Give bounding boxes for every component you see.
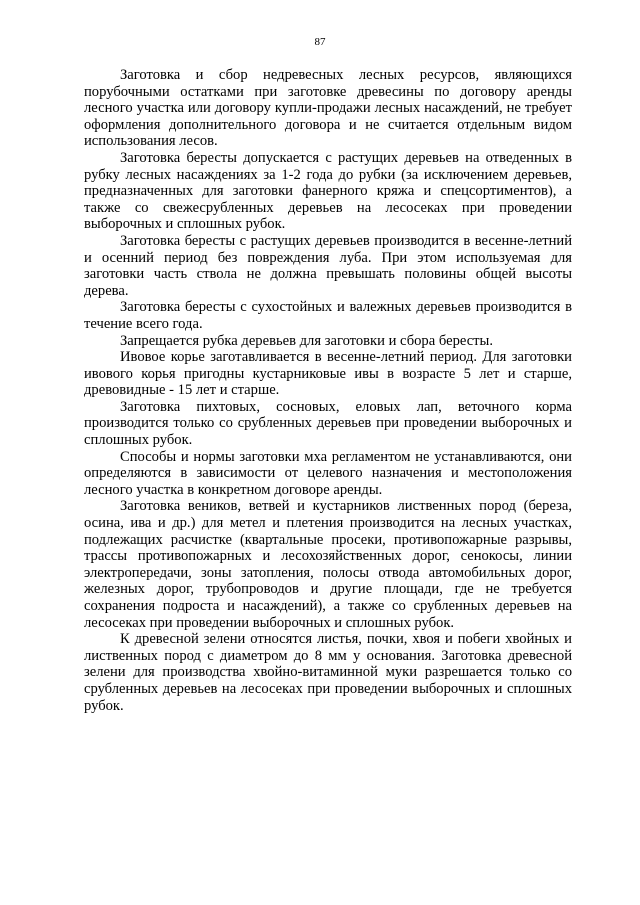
paragraph-10: К древесной зелени относятся листья, почки, хвоя и побеги хвойных и лиственных пород с диаметром до 8 мм у основания. Заготовка древесной зелени для производства хвойно-витаминной муки разрешается только со срубленных деревьев на лесосеках при проведении выборочных и сплошных рубок. [84,631,572,714]
paragraph-4: Заготовка бересты с сухостойных и валежных деревьев производится в течение всего года. [84,299,572,332]
page-number: 87 [314,36,326,48]
paragraph-9: Заготовка веников, ветвей и кустарников лиственных пород (береза, осина, ива и др.) для метел и плетения производится на лесных участках, подлежащих расчистке (квартальные просеки, противопожарные разрывы, трассы противопожарных и лесохозяйственных дорог, сенокосы, линии электропередачи, зоны затопления, полосы отвода автомобильных дорог, железных дорог, трубопроводов и другие площади, где не требуется сохранения подроста и насаждений), а также со срубленных деревьев на лесосеках при проведении выборочных и сплошных рубок. [84,498,572,631]
paragraph-2: Заготовка бересты допускается с растущих деревьев на отведенных в рубку лесных насаждениях за 1-2 года до рубки (за исключением деревьев, предназначенных для заготовки фанерного кряжа и спецсортиментов), а также со свежесрубленных деревьев на лесосеках при проведении выборочных и сплошных рубок. [84,149,572,233]
paragraph-8: Способы и нормы заготовки мха регламентом не устанавливаются, они определяются в зависимости от целевого назначения и местоположения лесного участка в конкретном договоре аренды. [84,448,572,498]
paragraph-1: Заготовка и сбор недревесных лесных ресурсов, являющихся порубочными остатками при заготовке древесины по договору аренды лесного участка или договору купли-продажи лесных насаждений, не требует оформления дополнительного договора и не считается отдельным видом использования лесов. [84,67,572,150]
paragraph-6: Ивовое корье заготавливается в весенне-летний период. Для заготовки ивового корья пригодны кустарниковые ивы в возрасте 5 лет и старше, древовидные - 15 лет и старше. [84,349,572,399]
paragraph-7: Заготовка пихтовых, сосновых, еловых лап, веточного корма производится только со срубленных деревьев при проведении выборочных и сплошных рубок. [84,398,572,449]
paragraph-5: Запрещается рубка деревьев для заготовки и сбора бересты. [120,332,494,349]
paragraph-3: Заготовка бересты с растущих деревьев производится в весенне-летний и осенний период без повреждения луба. При этом используемая для заготовки часть ствола не должна превышать половины общей высоты дерева. [84,232,572,299]
body-text [84,67,572,714]
